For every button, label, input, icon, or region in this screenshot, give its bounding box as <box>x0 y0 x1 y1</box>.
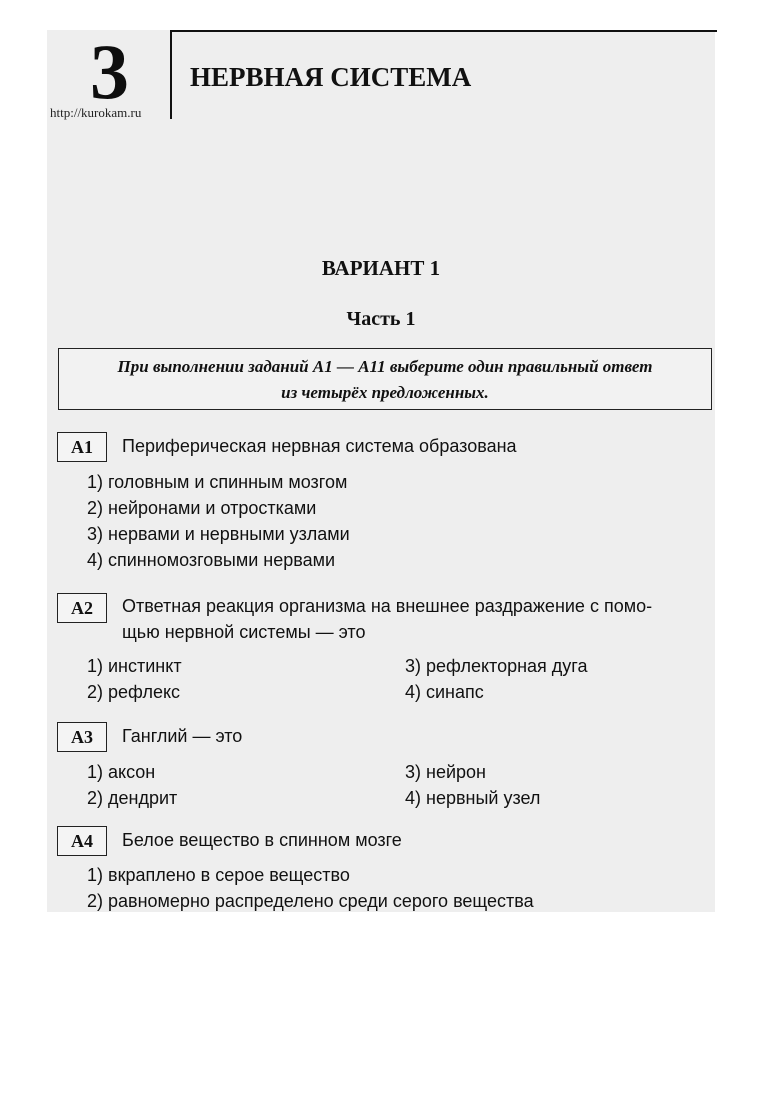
question-label-a3: А3 <box>57 722 107 752</box>
option-a1-4: 4) спинномозговыми нервами <box>87 550 336 570</box>
option-a2-2: 2) рефлекс <box>87 682 181 702</box>
question-text-a1: Периферическая нервная система образована <box>122 436 517 456</box>
question-label-a1: А1 <box>57 432 107 462</box>
option-a2-1: 1) инстинкт <box>87 656 182 676</box>
question-text-a2-line-2: щью нервной системы — это <box>122 622 366 642</box>
option-a4-1: 1) вкраплено в серое вещество <box>87 865 350 885</box>
option-a1-2: 2) нейронами и отростками <box>87 498 317 518</box>
option-a4-2: 2) равномерно распределено среди серого вещества <box>87 891 534 911</box>
chapter-number: 3 <box>90 28 129 115</box>
option-a2-3: 3) рефлекторная дуга <box>405 656 588 676</box>
question-text-a2-line-1: Ответная реакция организма на внешнее раздражение с помо- <box>122 596 653 616</box>
option-a3-3: 3) нейрон <box>405 762 486 782</box>
option-a1-1: 1) головным и спинным мозгом <box>87 472 348 492</box>
question-label-a2: А2 <box>57 593 107 623</box>
instructions-box <box>58 348 712 410</box>
option-a3-2: 2) дендрит <box>87 788 178 808</box>
option-a2-4: 4) синапс <box>405 682 484 702</box>
instructions-line-2: из четырёх предложенных. <box>281 383 489 402</box>
chapter-title: НЕРВНАЯ СИСТЕМА <box>190 62 472 92</box>
variant-heading: ВАРИАНТ 1 <box>321 256 441 280</box>
instructions-line-1: При выполнении заданий А1 — А11 выберите один правильный ответ <box>117 357 653 376</box>
question-text-a3: Ганглий — это <box>122 726 243 746</box>
question-text-a4: Белое вещество в спинном мозге <box>122 830 402 850</box>
source-watermark: http://kurokam.ru <box>50 105 142 120</box>
option-a3-4: 4) нервный узел <box>405 788 541 808</box>
option-a3-1: 1) аксон <box>87 762 156 782</box>
part-heading: Часть 1 <box>346 308 416 330</box>
question-label-a4: А4 <box>57 826 107 856</box>
option-a1-3: 3) нервами и нервными узлами <box>87 524 350 544</box>
